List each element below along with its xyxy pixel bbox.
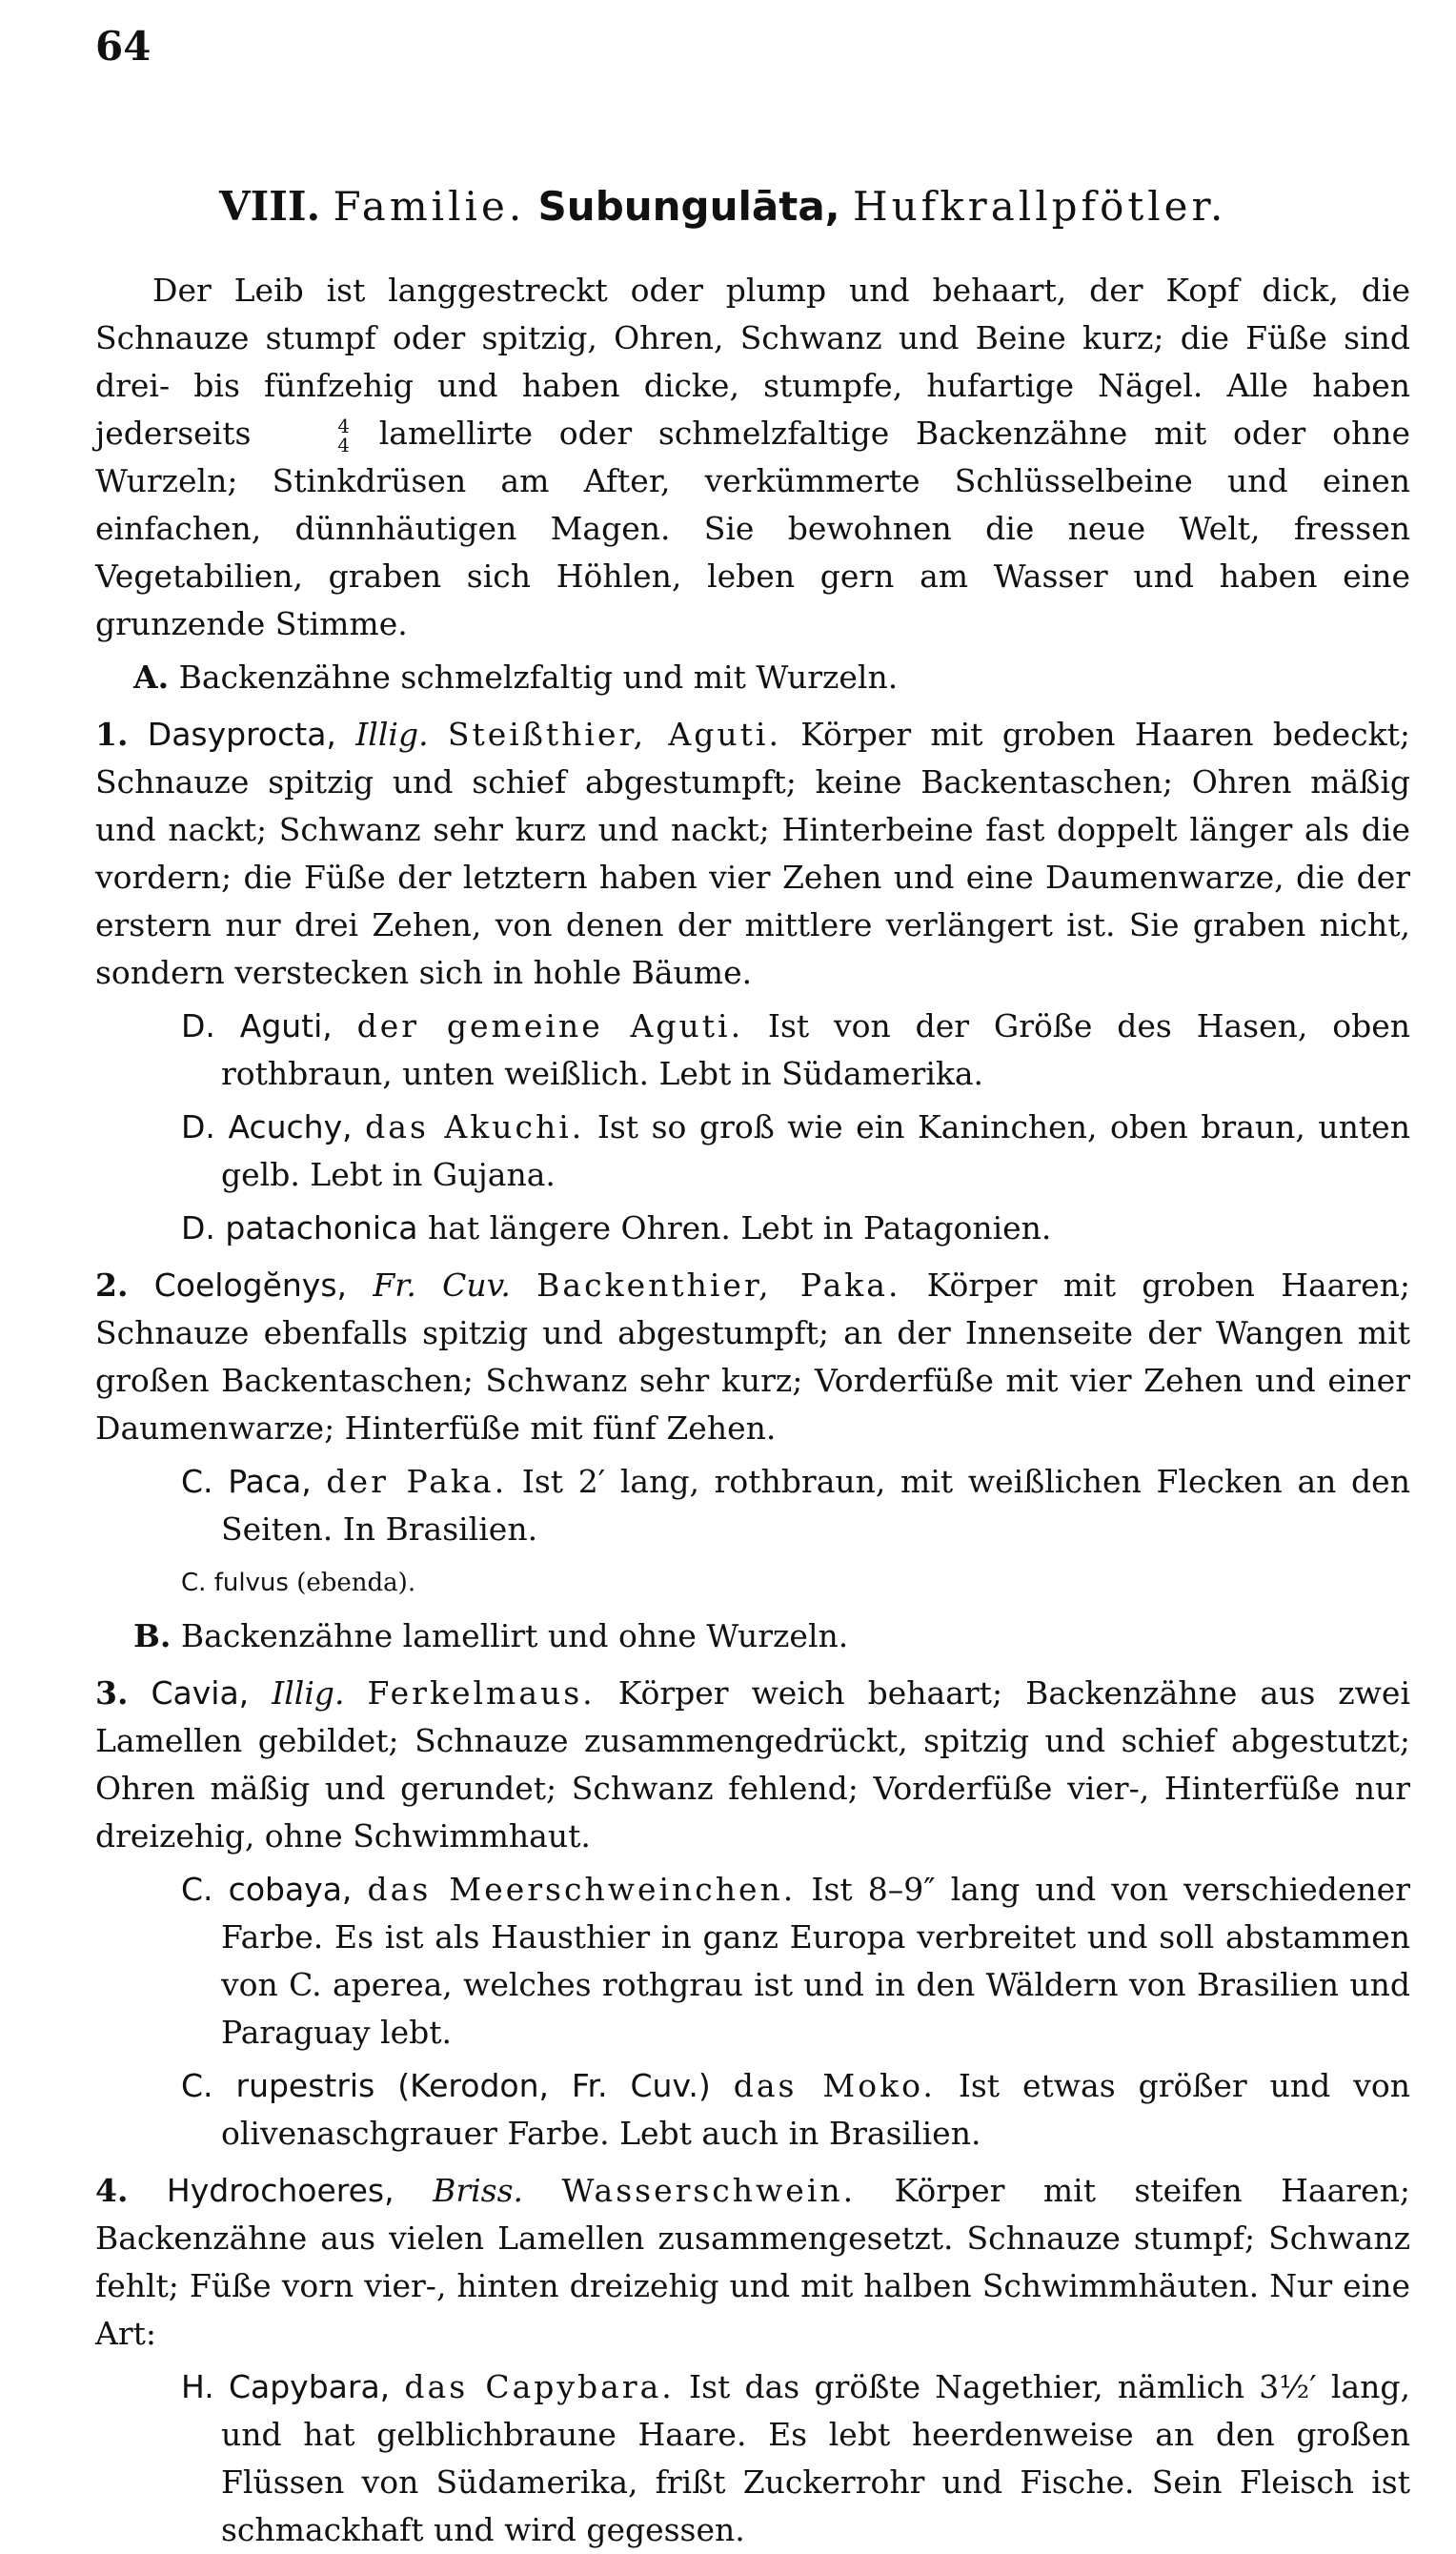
genus-german-name: Backenthier, Paka. [536,1267,901,1304]
species-description: Ist 2′ lang, rothbraun, mit weißlichen Flecken an den Seiten. In Brasilien. [221,1463,1410,1548]
species-description: Ist 8–9″ lang und von verschiedener Farbe. Es ist als Hausthier in ganz Europa verbreitet und soll abstammen von C. aperea, welches rothgrau ist und in den Wäldern von Brasilien und Paraguay lebt. [221,1871,1410,2051]
species-entry [135,1003,1410,1098]
species-name: patachonica [225,1209,418,1247]
species-german-name: der gemeine Aguti. [356,1007,744,1044]
intro-paragraph [95,267,1410,648]
species-abbr: D. [181,1209,215,1247]
species-description: Ist so groß wie ein Kaninchen, oben braun, unten gelb. Lebt in Gujana. [221,1108,1410,1193]
family-latin-name: Subungulāta, [537,183,840,230]
species-name: Acuchy, [228,1108,353,1145]
species-abbr: D. [181,1007,215,1044]
genus-cavia [95,1670,1410,1860]
species-abbr: C. [181,1463,213,1500]
species-description: (ebenda). [296,1569,416,1597]
genus-description: Körper weich behaart; Backenzähne aus zwei Lamellen gebildet; Schnauze zusammengedrückt, spitzig und schief abgestutzt; Ohren mäßig und gerundet; Schwanz fehlend; Vorderfüße vier-, Hinterfüße nur dreizehig, ohne Schwimmhaut. [95,1674,1410,1855]
species-german-name: der Paka. [326,1463,508,1500]
genus-name: Dasyprocta, [147,716,336,753]
species-name: Paca, [228,1463,312,1500]
genus-number: 3. [95,1674,129,1712]
species-entry [135,1205,1410,1252]
genus-german-name: Steißthier, Aguti. [447,716,781,753]
species-abbr: C. [181,1871,213,1908]
species-entry [135,1104,1410,1199]
species-name: cobaya, [228,1871,353,1908]
genus-german-name: Wasserschwein. [561,2172,857,2209]
species-name: Aguti, [239,1007,333,1044]
genus-dasyprocta [95,711,1410,997]
intro-text-part1: Der Leib ist langgestreckt oder plump und behaart, der Kopf dick, die Schnauze stumpf oder spitzig, Ohren, Schwanz und Beine kurz; die Füße sind drei- bis fünfzehig und haben dicke, stumpfe, hufartige Nägel. Alle haben jederseits [95,272,1410,452]
family-word: Familie. [333,183,526,230]
species-entry [135,1866,1410,2057]
genus-description: Körper mit groben Haaren bedeckt; Schnauze spitzig und schief abgestumpft; keine Backentaschen; Ohren mäßig und nackt; Schwanz sehr kurz und nackt; Hinterbeine fast doppelt länger als die vordern; die Füße der letztern haben vier Zehen und eine Daumenwarze, die der erstern nur drei Zehen, von denen der mittlere verlängert ist. Sie graben nicht, sondern verstecken sich in hohle Bäume. [95,716,1411,991]
species-abbr: H. [181,2368,214,2405]
species-entry [135,1559,1410,1607]
section-b-text: Backenzähne lamellirt und ohne Wurzeln. [180,1617,849,1654]
species-description: Ist etwas größer und von olivenaschgrauer Farbe. Lebt auch in Brasilien. [221,2067,1410,2152]
species-description: hat längere Ohren. Lebt in Patagonien. [427,1209,1052,1247]
fraction-denominator: 4 [337,434,350,456]
genus-name: Coelogĕnys, [153,1267,348,1304]
species-german-name: das Akuchi. [365,1108,585,1145]
section-b [95,1612,1410,1660]
genus-number: 2. [95,1267,129,1304]
genus-description: Körper mit steifen Haaren; Backenzähne aus vielen Lamellen zusammengesetzt. Schnauze stumpf; Schwanz fehlt; Füße vorn vier-, hinten dreizehig und mit halben Schwimmhäuten. Nur eine Art: [95,2172,1410,2352]
species-name: Capybara, [228,2368,391,2405]
species-name: rupestris (Kerodon, Fr. Cuv.) [235,2067,711,2104]
species-description: Ist das größte Nagethier, nämlich 3½′ lang, und hat gelblichbraune Haare. Es lebt heerdenweise an den großen Flüssen von Südamerika, frißt Zuckerrohr und Fische. Sein Fleisch ist schmackhaft und wird gegessen. [221,2368,1411,2548]
genus-author: Briss. [433,2172,524,2209]
family-heading [219,183,1325,230]
intro-text-part2: lamellirte oder schmelzfaltige Backenzähne mit oder ohne Wurzeln; Stinkdrüsen am After, verkümmerte Schlüsselbeine und einen einfachen, dünnhäutigen Magen. Sie bewohnen die neue Welt, fressen Vegetabilien, graben sich Höhlen, leben gern am Wasser und haben eine grunzende Stimme. [95,415,1410,642]
species-abbr: C. [181,2067,213,2104]
genus-author: Illig. [272,1674,345,1712]
species-entry [135,2062,1410,2158]
species-german-name: das Meerschweinchen. [367,1871,797,1908]
page-body [95,267,1410,2554]
genus-name: Hydrochoeres, [166,2172,394,2209]
species-name: fulvus [213,1569,289,1597]
genus-description: Körper mit groben Haaren; Schnauze ebenfalls spitzig und abgestumpft; an der Innenseite der Wangen mit großen Backentaschen; Schwanz sehr kurz; Vorderfüße mit vier Zehen und einer Daumenwarze; Hinterfüße mit fünf Zehen. [95,1267,1411,1447]
species-abbr: D. [181,1108,215,1145]
genus-author: Fr. Cuv. [373,1267,511,1304]
genus-german-name: Ferkelmaus. [367,1674,596,1712]
species-entry [135,1458,1410,1553]
species-description: Ist von der Größe des Hasen, oben rothbraun, unten weißlich. Lebt in Südamerika. [221,1007,1410,1092]
section-a-label: A. [133,659,170,696]
section-b-label: B. [133,1617,172,1654]
family-german-name: Hufkrallpfötler. [853,183,1227,230]
species-entry [135,2363,1410,2554]
species-german-name: das Moko. [733,2067,936,2104]
genus-coelogenys [95,1262,1410,1452]
species-german-name: das Capybara. [404,2368,675,2405]
section-a [95,654,1410,701]
fraction-numerator: 4 [337,415,350,437]
genus-number: 4. [95,2172,129,2209]
family-roman-numeral: VIII. [219,183,321,230]
genus-author: Illig. [355,716,429,753]
genus-number: 1. [95,716,129,753]
genus-hydrochoeres [95,2167,1410,2358]
genus-name: Cavia, [151,1674,250,1712]
species-abbr: C. [181,1569,207,1597]
section-a-text: Backenzähne schmelzfaltig und mit Wurzeln. [178,659,899,696]
dental-fraction [280,416,350,455]
page-number: 64 [95,23,152,70]
